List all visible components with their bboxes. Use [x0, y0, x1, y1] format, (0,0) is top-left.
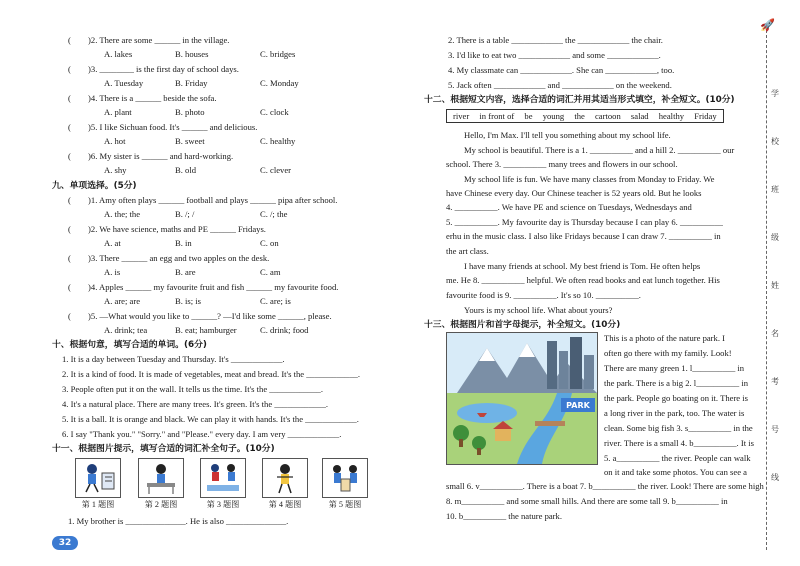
word: healthy	[658, 111, 685, 121]
passage-line: Yours is my school life. What about yours?	[464, 305, 613, 315]
picture-5	[322, 458, 368, 498]
word: the	[574, 111, 585, 121]
margin-char: 名	[771, 329, 779, 338]
passage-line: Hello, I'm Max. I'll tell you something about my school life.	[464, 130, 671, 140]
option: B. is; is	[175, 296, 202, 306]
park-line: 5. a__________ the river. People can walk	[604, 453, 751, 463]
park-line: a long river in the park, too. The water is	[604, 408, 745, 418]
margin-char: 学	[771, 89, 779, 98]
question-8-6: ( )6. My sister is ______ and hard-working.	[68, 151, 234, 161]
option: B. are	[175, 267, 196, 277]
margin-char: 级	[771, 233, 779, 242]
passage-line: My school life is fun. We have many classes from Monday to Friday. We	[464, 174, 715, 184]
option: A. shy	[104, 165, 127, 175]
question-9-1: ( )1. Amy often plays ______ football and plays ______ pipa after school.	[68, 195, 338, 205]
passage-line: erhu in the music class. I also like Fridays because I can draw 7. __________ in	[446, 231, 721, 241]
margin-char: 考	[771, 377, 779, 386]
question-10-6: 6. I say "Thank you." "Sorry." and "Please." every day. I am very ____________.	[62, 429, 342, 439]
word: river	[453, 111, 470, 121]
word: Friday	[694, 111, 717, 121]
word: in front of	[479, 111, 515, 121]
option: A. hot	[104, 136, 126, 146]
park-line: 8. m__________ and some small hills. And there are some tall 9. b__________ in	[446, 496, 728, 506]
question-10-2: 2. It is a kind of food. It is made of vegetables, meat and bread. It's the ____________.	[62, 369, 360, 379]
picture-caption: 第 1 题图	[81, 500, 115, 509]
word: be	[524, 111, 533, 121]
park-line: often go there with my family. Look!	[604, 348, 732, 358]
question-11-1: 1. My brother is ______________. He is also ______________.	[68, 516, 289, 526]
park-line: This is a photo of the nature park. I	[604, 333, 725, 343]
passage-line: 4. __________. We have PE and science on Tuesdays, Wednesdays and	[446, 202, 692, 212]
binding-line	[766, 30, 767, 550]
question-8-5: ( )5. I like Sichuan food. It's ______ and delicious.	[68, 122, 258, 132]
option: C. Monday	[260, 78, 299, 88]
passage-line: school. There 3. __________ many trees and flowers in our school.	[446, 159, 678, 169]
option: A. Tuesday	[104, 78, 144, 88]
nature-park-picture	[446, 332, 598, 465]
question-11-3: 3. I'd like to eat two ____________ and some ____________.	[448, 50, 661, 60]
question-9-4: ( )4. Apples ______ my favourite fruit and fish ______ my favourite food.	[68, 282, 339, 292]
question-10-1: 1. It is a day between Tuesday and Thursday. It's ____________.	[62, 354, 285, 364]
option: A. lakes	[104, 49, 133, 59]
option: B. old	[175, 165, 197, 175]
question-10-4: 4. It's a natural place. There are many trees. It's green. It's the ____________.	[62, 399, 329, 409]
option: A. drink; tea	[104, 325, 148, 335]
option: B. Friday	[175, 78, 208, 88]
passage-line: favourite food is 9. __________. It's so 10. __________.	[446, 290, 641, 300]
option: C. clever	[260, 165, 292, 175]
margin-char: 班	[771, 185, 779, 194]
park-line: small 6. v__________. There is a boat 7. b__________ the river. Look! There are some high	[446, 481, 764, 491]
question-11-2: 2. There is a table ____________ the ____________ the chair.	[448, 35, 663, 45]
passage-line: me. He 8. __________ helpful. We often read books and eat lunch together. His	[446, 275, 720, 285]
park-line: clean. Some big fish 3. s__________ in the	[604, 423, 753, 433]
passage-line: I have many friends at school. My best friend is Tom. He often helps	[464, 261, 701, 271]
picture-caption: 第 2 题图	[144, 500, 178, 509]
question-10-3: 3. People often put it on the wall. It tells us the time. It's the ____________.	[62, 384, 323, 394]
question-11-4: 4. My classmate can ____________. She can ____________, too.	[448, 65, 675, 75]
question-9-5: ( )5. —What would you like to ______? —I'd like some ______, please.	[68, 311, 332, 321]
word: young	[542, 111, 565, 121]
option: B. in	[175, 238, 192, 248]
page-number: 32	[52, 536, 78, 550]
option: C. on	[260, 238, 279, 248]
option: C. am	[260, 267, 281, 277]
passage-line: have Chinese every day. Our Chinese teacher is 52 years old. But he looks	[446, 188, 702, 198]
section-10-title: 十、根据句意，填写合适的单词。(6分)	[52, 340, 207, 350]
option: C. /; the	[260, 209, 288, 219]
park-line: There are many green 1. l__________ in	[604, 363, 745, 373]
question-9-2: ( )2. We have science, maths and PE ______ Fridays.	[68, 224, 266, 234]
option: C. clock	[260, 107, 289, 117]
word: cartoon	[594, 111, 621, 121]
park-line: river. There is a small 4. b__________. It is	[604, 438, 754, 448]
park-line: the park. People go boating on it. There is	[604, 393, 748, 403]
section-9-title: 九、单项选择。(5分)	[52, 181, 137, 191]
section-12-title: 十二、根据短文内容，选择合适的词汇并用其适当形式填空，补全短文。(10分)	[424, 95, 735, 105]
option: C. are; is	[260, 296, 291, 306]
picture-4	[262, 458, 308, 498]
picture-caption: 第 4 题图	[268, 500, 302, 509]
option: B. photo	[175, 107, 205, 117]
option: B. eat; hamburger	[175, 325, 237, 335]
option: C. drink; food	[260, 325, 309, 335]
option: B. sweet	[175, 136, 205, 146]
option: A. is	[104, 267, 121, 277]
question-11-5: 5. Jack often ____________ and ____________ on the weekend.	[448, 80, 672, 90]
passage-line: 5. __________. My favourite day is Thursday because I can play 6. __________	[446, 217, 723, 227]
picture-caption: 第 5 题图	[328, 500, 362, 509]
word: salad	[630, 111, 649, 121]
park-sign-text: PARK	[566, 401, 590, 410]
passage-line: My school is beautiful. There is a 1. __________ and a hill 2. __________ our	[464, 145, 735, 155]
picture-caption: 第 3 题图	[206, 500, 240, 509]
park-line: the park. There is a big 2. l__________ in	[604, 378, 748, 388]
picture-2	[138, 458, 184, 498]
option: C. healthy	[260, 136, 296, 146]
option: A. at	[104, 238, 121, 248]
word-bank	[446, 109, 724, 123]
question-8-3: ( )3. ________ is the first day of school days.	[68, 64, 239, 74]
picture-3	[200, 458, 246, 498]
park-line: on it and take some photos. You can see a	[604, 467, 747, 477]
park-line: 10. b__________ the nature park.	[446, 511, 562, 521]
margin-char: 号	[771, 425, 779, 434]
option: A. the; the	[104, 209, 141, 219]
picture-1	[75, 458, 121, 498]
margin-char: 姓	[771, 281, 779, 290]
rocket-icon: 🚀	[760, 18, 775, 32]
option: A. plant	[104, 107, 132, 117]
question-9-3: ( )3. There ______ an egg and two apples on the desk.	[68, 253, 270, 263]
passage-line: the art class.	[446, 246, 489, 256]
section-13-title: 十三、根据图片和首字母提示，补全短文。(10分)	[424, 320, 621, 330]
margin-char: 线	[771, 473, 779, 482]
question-10-5: 5. It is a ball. It is orange and black. We can play it with hands. It's the ____________.	[62, 414, 359, 424]
margin-char: 校	[771, 137, 779, 146]
option: A. are; are	[104, 296, 141, 306]
section-11-title: 十一、根据图片提示，填写合适的词汇补全句子。(10分)	[52, 444, 275, 454]
option: C. bridges	[260, 49, 296, 59]
question-8-2: ( )2. There are some ______ in the village.	[68, 35, 230, 45]
question-8-4: ( )4. There is a ______ beside the sofa.	[68, 93, 217, 103]
option: B. houses	[175, 49, 209, 59]
option: B. /; /	[175, 209, 195, 219]
